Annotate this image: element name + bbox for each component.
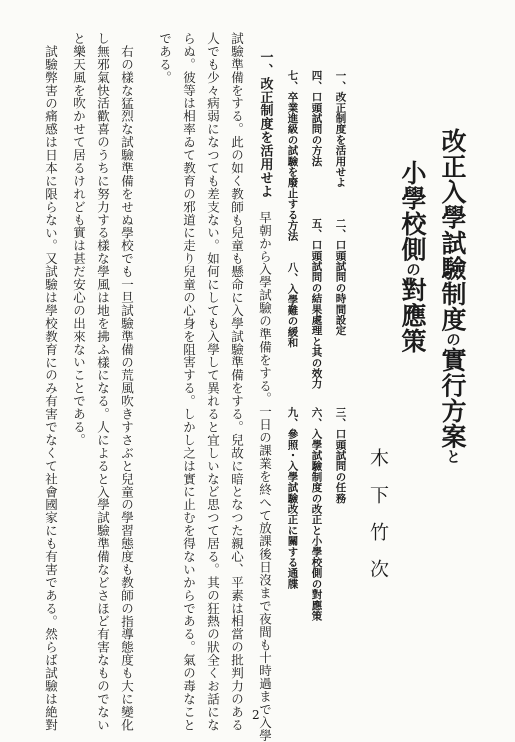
toc-item-6: 六、入學試驗制度の改正と小學校側の對應策	[310, 407, 323, 621]
body-line-3: 人でも少々病弱になつても差支ない。如何にしても入學して異れると宜しいなど思つて居る。其の狂熱の狀全くお話にな	[205, 32, 221, 732]
body-line-1: 一、改正制度を活用せよ 早朝から入學試驗の準備をする。一日の課業を終へて放課後日沒まで夜間も十時過まで入學	[257, 50, 273, 742]
author-name: 木下竹次	[367, 448, 389, 596]
page-number: 2	[252, 708, 260, 722]
toc-item-1: 一、改正制度を活用せよ	[334, 70, 347, 188]
toc-item-2: 二、口頭試問の時間設定	[334, 218, 347, 336]
section-heading: 一、改正制度を活用せよ	[257, 50, 273, 198]
toc-item-9: 九、參照・入學試驗改正に關する通牒	[286, 407, 299, 589]
toc-item-7: 七、卒業進級の試驗を廢止する方法	[286, 70, 299, 242]
toc-item-4: 四、口頭試問の方法	[310, 70, 323, 167]
toc-item-3: 三、口頭試問の任務	[334, 407, 347, 504]
body-line-6: 右の樣な猛烈な試驗準備をせぬ學校でも一旦試驗準備の荒風吹きすさぶと兒童の學習態度も教師の指導態度も大に變化	[119, 45, 135, 732]
body-line-8: と樂天風を吹かせて居るけれども實は甚だ安心の出來ないことである。	[71, 32, 87, 447]
body-line-5: である。	[157, 32, 173, 84]
body-line-9: 試驗弊害の痛感は日本に限らない。又試驗は學校教育にのみ有害でなくて社會國家にも有害である。然らば試驗は絶對	[43, 45, 59, 732]
body-line-7: し無邪氣快活歡喜のうちに努力する樣な學風は地を拂ふ樣になる。人によると入學試驗準備などさほど有害なものでない	[95, 32, 111, 732]
body-line-2: 試驗準備をする。此の如く教師も兒童も懸命に入學試驗準備をする。兒故に暗となつた親心、平素は相當の批判力のある	[229, 32, 245, 732]
toc-item-5: 五、口頭試問の結果處理と其の效力	[310, 218, 323, 390]
title-line-2: 小學校側の對應策	[398, 160, 427, 354]
toc-item-8: 八、入學難の緩和	[286, 262, 299, 348]
body-line-4: らぬ。彼等は相率ゐて教育の邪道に走り兒童の心身を阻害する。しかし之は實に止むを得ないからである。氣の毒なこと	[181, 32, 197, 732]
title-line-1: 改正入學試驗制度の實行方案と	[438, 128, 467, 464]
